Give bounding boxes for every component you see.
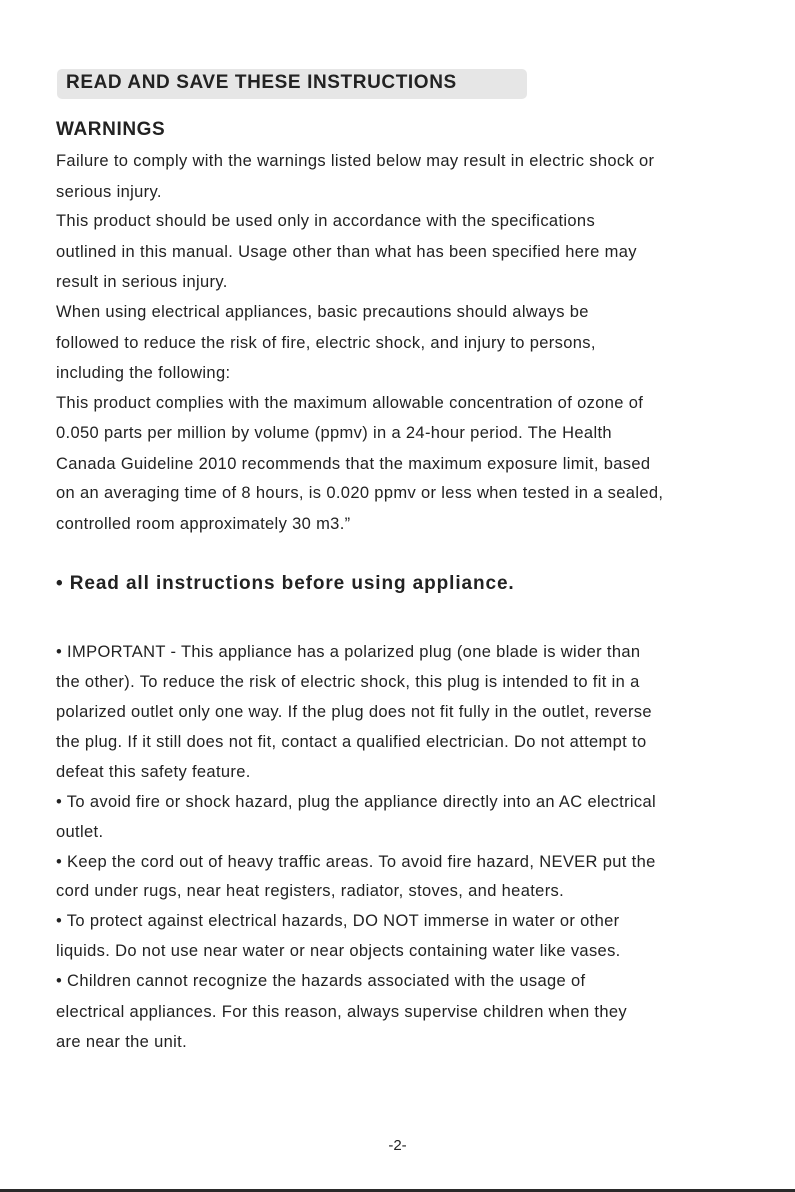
instruction-line: • IMPORTANT - This appliance has a polarized plug (one blade is wider than	[56, 643, 641, 661]
instruction-line: electrical appliances. For this reason, always supervise children when they	[56, 1003, 628, 1021]
warnings-line: This product should be used only in accordance with the specifications	[56, 212, 596, 230]
instruction-line: outlet.	[56, 823, 104, 841]
instruction-line: the plug. If it still does not fit, contact a qualified electrician. Do not attempt to	[56, 733, 647, 751]
instruction-line: • To avoid fire or shock hazard, plug the appliance directly into an AC electrical	[56, 793, 657, 811]
instruction-line: • Keep the cord out of heavy traffic areas. To avoid fire hazard, NEVER put the	[56, 853, 656, 871]
warnings-line: outlined in this manual. Usage other than what has been specified here may	[56, 243, 637, 261]
warnings-line: on an averaging time of 8 hours, is 0.020 ppmv or less when tested in a sealed,	[56, 484, 664, 502]
page-number: -2-	[388, 1137, 407, 1154]
warnings-line: controlled room approximately 30 m3.”	[56, 515, 351, 533]
instruction-line: • Children cannot recognize the hazards associated with the usage of	[56, 972, 586, 990]
warnings-line: 0.050 parts per million by volume (ppmv) in a 24-hour period. The Health	[56, 424, 612, 442]
warnings-line: Failure to comply with the warnings listed below may result in electric shock or	[56, 152, 655, 170]
warnings-line: including the following:	[56, 364, 231, 382]
instruction-line: polarized outlet only one way. If the plug does not fit fully in the outlet, reverse	[56, 703, 652, 721]
instruction-line: are near the unit.	[56, 1033, 188, 1051]
instruction-line: liquids. Do not use near water or near objects containing water like vases.	[56, 942, 621, 960]
instruction-line: • To protect against electrical hazards, DO NOT immerse in water or other	[56, 912, 620, 930]
warnings-line: result in serious injury.	[56, 273, 228, 291]
instruction-line: defeat this safety feature.	[56, 763, 251, 781]
page-title: READ AND SAVE THESE INSTRUCTIONS	[66, 72, 457, 93]
instructions-heading: • Read all instructions before using appliance.	[56, 573, 515, 594]
instruction-line: cord under rugs, near heat registers, radiator, stoves, and heaters.	[56, 882, 565, 900]
instruction-line: the other). To reduce the risk of electric shock, this plug is intended to fit in a	[56, 673, 640, 691]
warnings-line: serious injury.	[56, 183, 162, 201]
warnings-line: When using electrical appliances, basic precautions should always be	[56, 303, 589, 321]
warnings-line: followed to reduce the risk of fire, electric shock, and injury to persons,	[56, 334, 596, 352]
warnings-heading: WARNINGS	[56, 119, 166, 140]
warnings-line: This product complies with the maximum allowable concentration of ozone of	[56, 394, 644, 412]
warnings-line: Canada Guideline 2010 recommends that the maximum exposure limit, based	[56, 455, 651, 473]
